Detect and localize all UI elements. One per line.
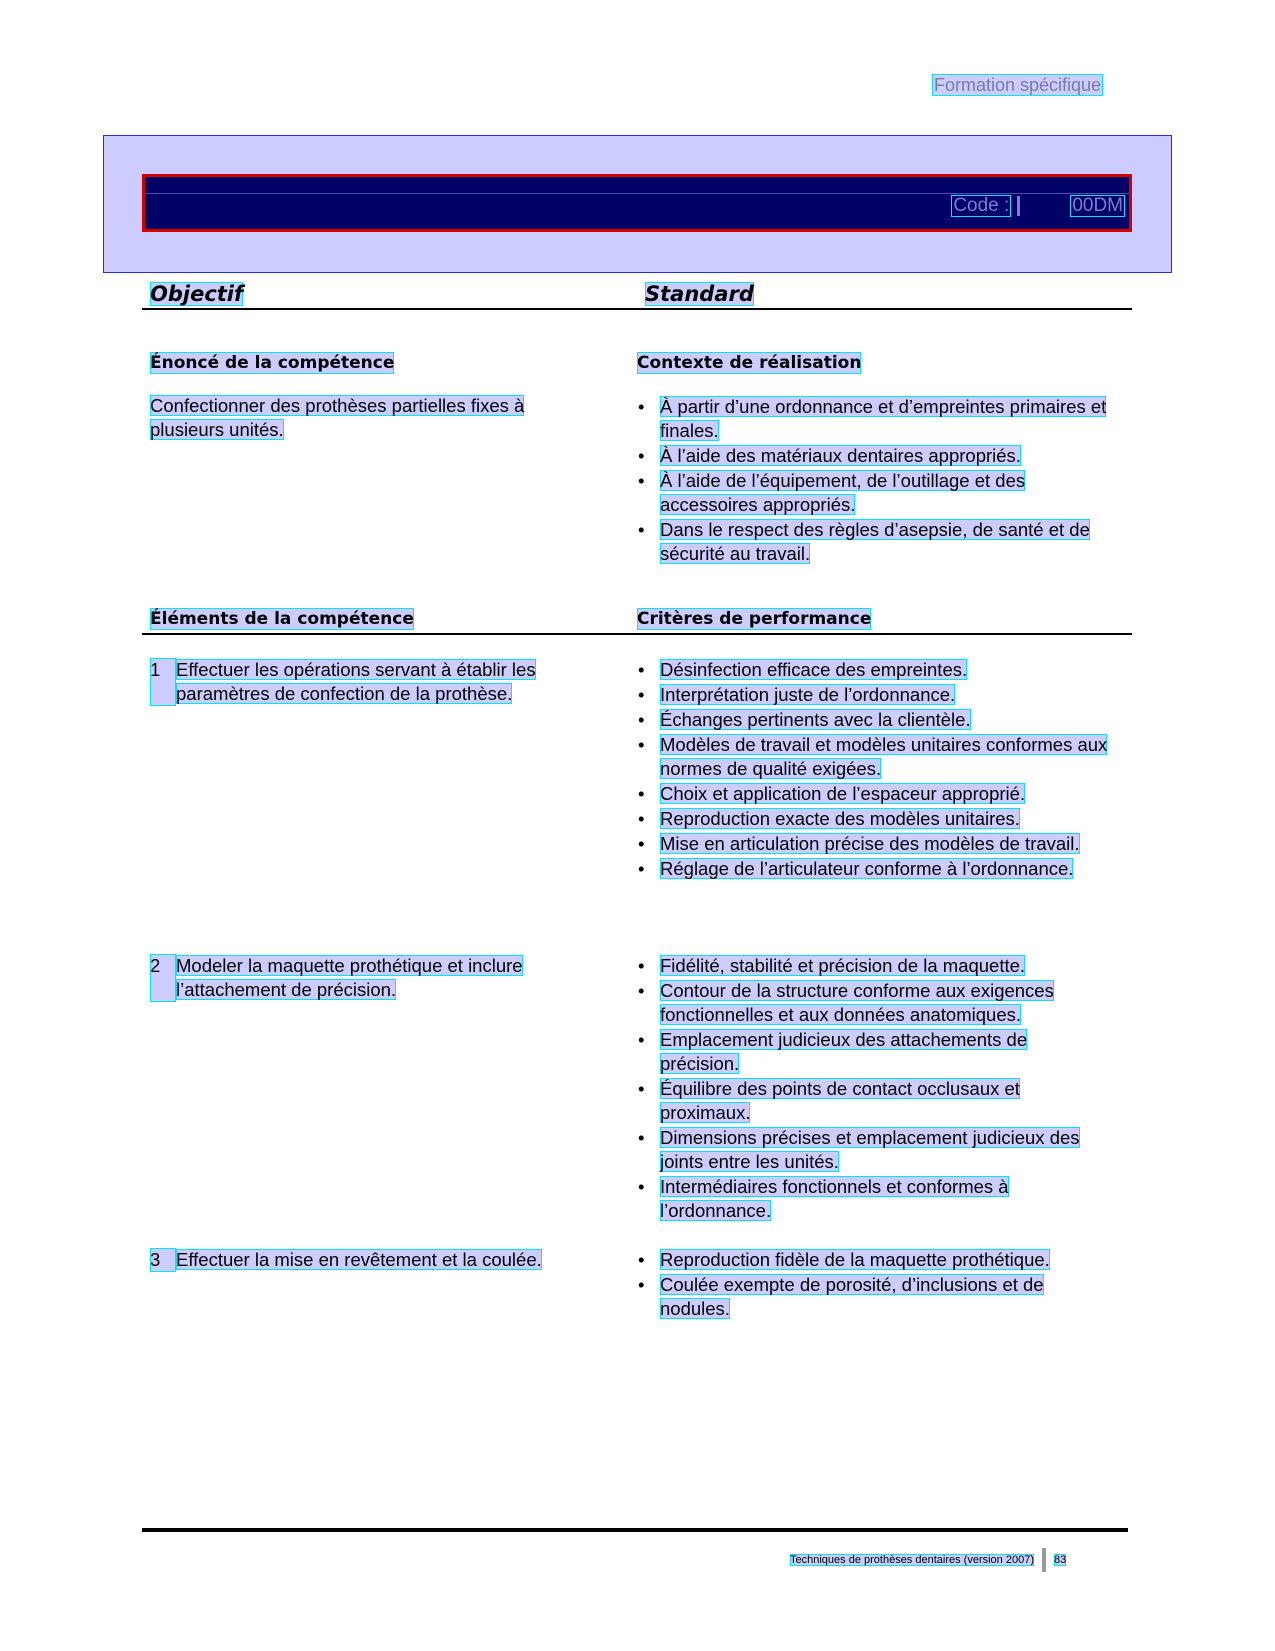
footer-text: Techniques de prothèses dentaires (version 2007)	[790, 1554, 1034, 1566]
element-text: Effectuer les opérations servant à établir les paramètres de confection de la prothèse.	[176, 659, 536, 704]
criteria-list-1	[638, 658, 1108, 882]
list-item: • Désinfection efficace des empreintes.	[638, 658, 1108, 682]
element-number: 2	[150, 954, 176, 1002]
criteria-heading: Critères de performance	[637, 609, 872, 629]
list-item: • À l’aide des matériaux dentaires appropriés.	[638, 444, 1108, 468]
list-item: • Reproduction fidèle de la maquette prothétique.	[638, 1248, 1108, 1272]
footer-separator	[1042, 1548, 1046, 1572]
list-item: • À l’aide de l’équipement, de l’outillage et des accessoires appropriés.	[638, 469, 1108, 517]
section-label: Formation spécifique	[934, 75, 1102, 95]
competence-statement: Confectionner des prothèses partielles fixes à plusieurs unités.	[150, 395, 525, 440]
list-item: • Mise en articulation précise des modèles de travail.	[638, 832, 1108, 856]
element-1	[150, 658, 620, 706]
element-number: 3	[150, 1248, 176, 1272]
list-item: • Coulée exempte de porosité, d’inclusions et de nodules.	[638, 1273, 1108, 1321]
title-bar	[142, 174, 1132, 232]
code-blank	[1026, 196, 1064, 216]
element-text: Modeler la maquette prothétique et inclure l’attachement de précision.	[176, 955, 523, 1000]
code-label: Code :	[953, 195, 1010, 216]
code-block	[951, 195, 1125, 217]
list-item: • Réglage de l’articulateur conforme à l’ordonnance.	[638, 857, 1108, 881]
standard-title: Standard	[645, 282, 754, 306]
list-item: • Équilibre des points de contact occlusaux et proximaux.	[638, 1077, 1108, 1125]
list-item: • À partir d’une ordonnance et d’empreintes primaires et finales.	[638, 395, 1108, 443]
list-item: • Interprétation juste de l’ordonnance.	[638, 683, 1108, 707]
footer-rule	[142, 1528, 1128, 1532]
list-item: • Dans le respect des règles d’asepsie, de santé et de sécurité au travail.	[638, 518, 1108, 566]
criteria-list-3	[638, 1248, 1108, 1322]
footer	[790, 1548, 1066, 1572]
list-item: • Choix et application de l’espaceur approprié.	[638, 782, 1108, 806]
header-rule	[142, 308, 1132, 310]
element-3	[150, 1248, 620, 1272]
objective-title: Objectif	[150, 282, 244, 306]
list-item: • Modèles de travail et modèles unitaires conformes aux normes de qualité exigées.	[638, 733, 1108, 781]
code-value: 00DM	[1072, 195, 1123, 216]
list-item: • Dimensions précises et emplacement judicieux des joints entre les unités.	[638, 1126, 1108, 1174]
code-separator	[1017, 196, 1020, 216]
element-2	[150, 954, 620, 1002]
list-item: • Contour de la structure conforme aux exigences fonctionnelles et aux données anatomiques.	[638, 979, 1108, 1027]
list-item: • Intermédiaires fonctionnels et conformes à l’ordonnance.	[638, 1175, 1108, 1223]
list-item: • Emplacement judicieux des attachements de précision.	[638, 1028, 1108, 1076]
elements-heading: Éléments de la compétence	[150, 609, 414, 629]
elements-rule	[142, 633, 1132, 635]
list-item: • Échanges pertinents avec la clientèle.	[638, 708, 1108, 732]
statement-heading: Énoncé de la compétence	[150, 353, 395, 373]
element-text: Effectuer la mise en revêtement et la coulée.	[176, 1249, 542, 1270]
list-item: • Reproduction exacte des modèles unitaires.	[638, 807, 1108, 831]
list-item: • Fidélité, stabilité et précision de la maquette.	[638, 954, 1108, 978]
criteria-list-2	[638, 954, 1108, 1224]
title-bar-line	[145, 193, 1129, 194]
context-heading: Contexte de réalisation	[637, 353, 862, 373]
element-number: 1	[150, 658, 176, 706]
page-number: 83	[1053, 1554, 1067, 1566]
context-list	[638, 395, 1108, 567]
